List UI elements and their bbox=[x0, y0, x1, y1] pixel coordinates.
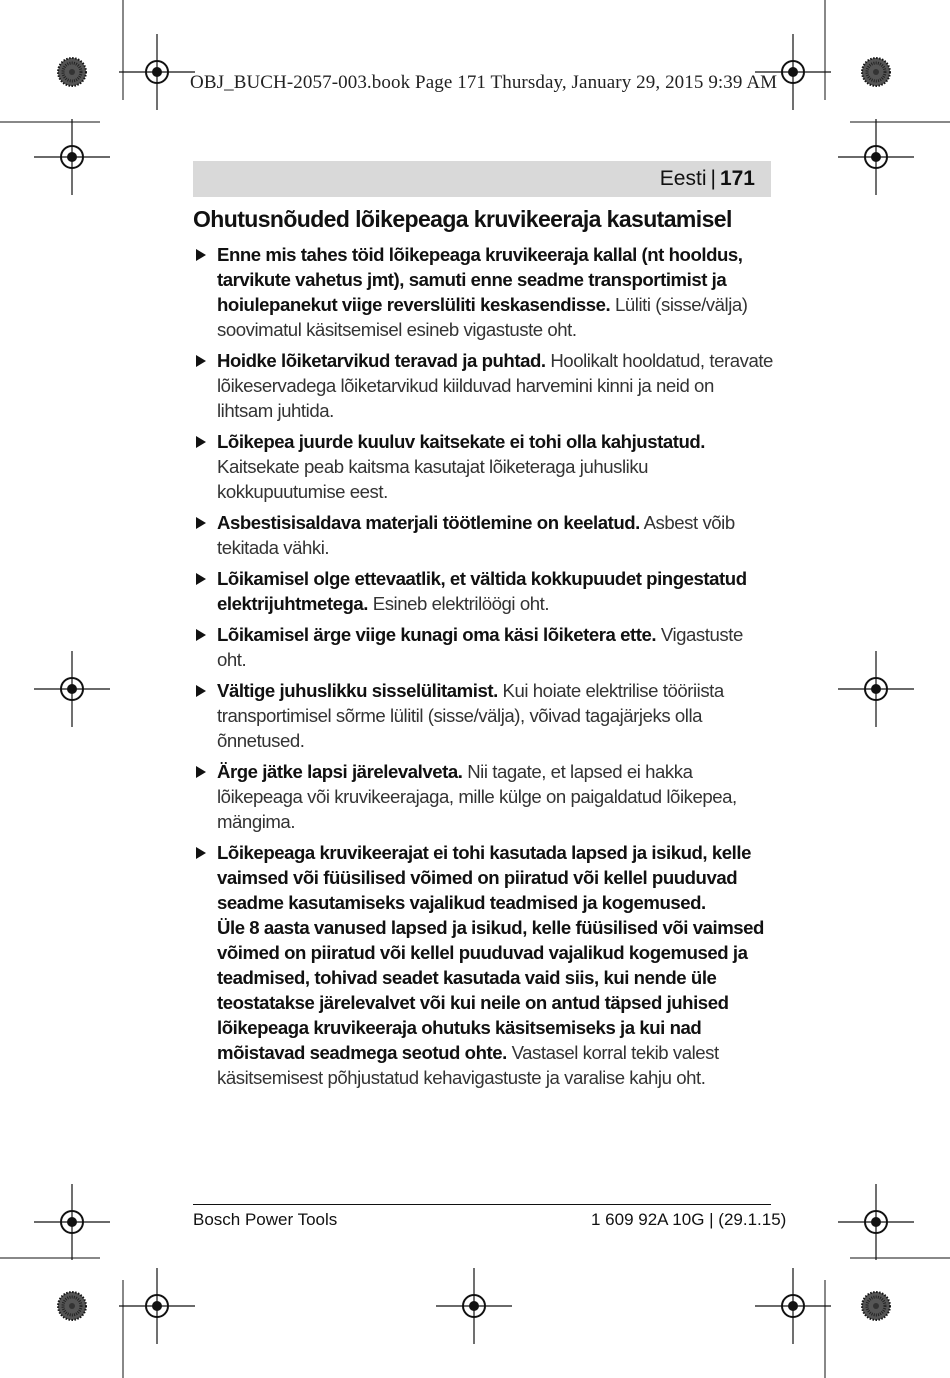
list-item bbox=[193, 759, 773, 834]
footer-brand: Bosch Power Tools bbox=[193, 1210, 338, 1229]
item-normal-text: Kui hoiate elektrilise tööriista transportimisel sõrme lülitil (sisse/välja), võivad tagajärjeks olla õnnetused. bbox=[217, 680, 724, 751]
item-normal-text: Vigastuste oht. bbox=[217, 624, 743, 670]
item-normal-text: Vastasel korral tekib valest käsitsemisest põhjustatud kehavigastuste ja varalise kahju oht. bbox=[217, 1042, 719, 1088]
registration-mark bbox=[34, 1184, 110, 1260]
item-bold-text: Asbestisisaldava materjali töötlemine on keelatud. bbox=[217, 512, 640, 533]
list-item bbox=[193, 566, 773, 616]
header-separator: | bbox=[710, 167, 716, 190]
bullet-triangle-icon bbox=[196, 355, 206, 367]
list-item bbox=[193, 242, 773, 342]
color-target-mark bbox=[862, 1292, 890, 1320]
color-target-mark bbox=[862, 58, 890, 86]
item-bold-text: Lõikamisel olge ettevaatlik, et vältida kokkupuudet pingestatud elektrijuhtmetega. bbox=[217, 568, 747, 614]
bullet-triangle-icon bbox=[196, 629, 206, 641]
registration-mark bbox=[755, 1268, 831, 1344]
list-item bbox=[193, 840, 773, 1090]
item-normal-text: Nii tagate, et lapsed ei hakka lõikepeaga või kruvikeerajaga, mille külge on paigaldatud lõikepea, mängima. bbox=[217, 761, 737, 832]
registration-mark bbox=[119, 34, 195, 110]
registration-mark bbox=[436, 1268, 512, 1344]
bullet-triangle-icon bbox=[196, 685, 206, 697]
bullet-triangle-icon bbox=[196, 436, 206, 448]
footer-doc-number: 1 609 92A 10G | (29.1.15) bbox=[591, 1210, 787, 1229]
bullet-triangle-icon bbox=[196, 249, 206, 261]
item-bold-text: Vältige juhuslikku sisselülitamist. bbox=[217, 680, 498, 701]
registration-mark bbox=[34, 119, 110, 195]
bullet-triangle-icon bbox=[196, 847, 206, 859]
bullet-triangle-icon bbox=[196, 517, 206, 529]
registration-mark bbox=[838, 1184, 914, 1260]
bullet-triangle-icon bbox=[196, 573, 206, 585]
item-bold-text-continued: Üle 8 aasta vanused lapsed ja isikud, kelle füüsilised või vaimsed võimed on piiratud või kellel puuduvad vajalikud kogemused ja teadmised, tohivad seadet kasutada vaid siis, kui nende üle teostatakse järelevalvet või kui neile on antud täpsed juhised lõikepeaga kruvikeeraja ohutuks käsitsemiseks ja kui nad mõistavad seadmega seotud ohte. bbox=[217, 917, 764, 1063]
list-item bbox=[193, 622, 773, 672]
bullet-triangle-icon bbox=[196, 766, 206, 778]
header-page-number: 171 bbox=[719, 167, 755, 190]
color-target-mark bbox=[58, 1292, 86, 1320]
item-normal-text: Hoolikalt hooldatud, teravate lõikeservadega lõiketarvikud kiilduvad harvemini kinni ja neid on lihtsam juhtida. bbox=[217, 350, 773, 421]
registration-mark bbox=[34, 651, 110, 727]
item-bold-text: Lõikepeaga kruvikeerajat ei tohi kasutada lapsed ja isikud, kelle vaimsed või füüsilised võimed on piiratud või kellel puuduvad seadme kasutamiseks vajalikud teadmised ja kogemused. bbox=[217, 842, 751, 913]
list-item bbox=[193, 510, 773, 560]
item-normal-text: Lüliti (sisse/välja) soovimatul käsitsemisel esineb vigastuste oht. bbox=[217, 294, 748, 340]
registration-mark bbox=[838, 119, 914, 195]
item-bold-text: Lõikepea juurde kuuluv kaitsekate ei tohi olla kahjustatud. bbox=[217, 431, 706, 452]
color-target-mark bbox=[58, 58, 86, 86]
registration-mark bbox=[119, 1268, 195, 1344]
item-normal-text: Asbest võib tekitada vähki. bbox=[217, 512, 735, 558]
list-item bbox=[193, 429, 773, 504]
safety-list bbox=[193, 242, 773, 1096]
item-bold-text: Hoidke lõiketarvikud teravad ja puhtad. bbox=[217, 350, 546, 371]
registration-mark bbox=[838, 651, 914, 727]
item-bold-text: Ärge jätke lapsi järelevalveta. bbox=[217, 761, 463, 782]
item-bold-text: Lõikamisel ärge viige kunagi oma käsi lõiketera ette. bbox=[217, 624, 657, 645]
list-item bbox=[193, 348, 773, 423]
item-normal-text: Esineb elektrilöögi oht. bbox=[372, 593, 550, 614]
header-text bbox=[660, 167, 755, 191]
page-header bbox=[193, 161, 771, 197]
footer-divider bbox=[193, 1204, 771, 1205]
header-language: Eesti bbox=[659, 167, 707, 190]
list-item bbox=[193, 678, 773, 753]
item-normal-text: Kaitsekate peab kaitsma kasutajat lõiketeraga juhusliku kokkupuutumise eest. bbox=[217, 456, 649, 502]
item-bold-text: Enne mis tahes töid lõikepeaga kruvikeeraja kallal (nt hooldus, tarvikute vahetus jmt), samuti enne seadme transportimist ja hoiulepanekut viige reverslüliti keskasendisse. bbox=[217, 244, 743, 315]
section-title: Ohutusnõuded lõikepeaga kruvikeeraja kasutamisel bbox=[193, 206, 732, 232]
print-book-line: OBJ_BUCH-2057-003.book Page 171 Thursday, January 29, 2015 9:39 AM bbox=[190, 72, 778, 93]
